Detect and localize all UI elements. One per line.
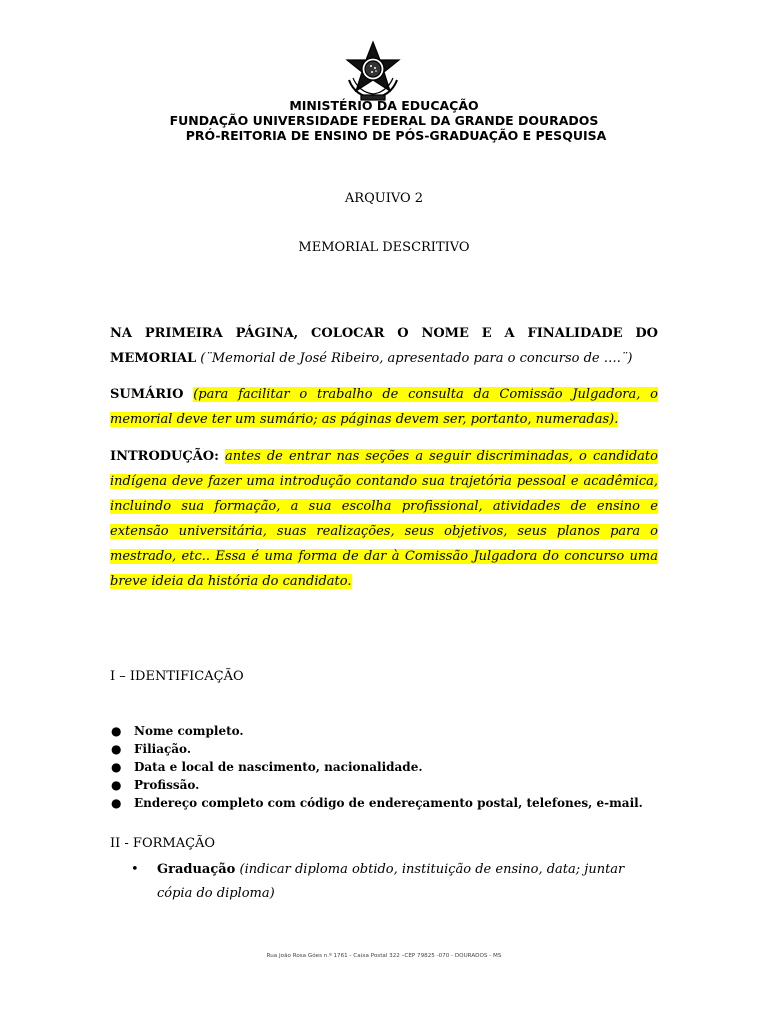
header-pro-rectory: PRÓ-REITORIA DE ENSINO DE PÓS-GRADUAÇÃO E PESQUISA [185,128,607,143]
summary-text: (para facilitar o trabalho de consulta da Comissão Julgadora, o memorial deve ter um sumário; as páginas devem ser, portanto, numeradas). [110,387,658,427]
brazil-coat-of-arms-icon [341,40,405,102]
graduation-item [133,858,659,906]
list-item [110,758,643,776]
bullet-icon: ● [111,760,122,774]
document-title: MEMORIAL DESCRITIVO [298,240,470,255]
section-formation-title: II - FORMAÇÃO [110,836,216,851]
graduation-label: Graduação [157,862,236,877]
section-identification-title: I – IDENTIFICAÇÃO [110,669,244,684]
summary-label: SUMÁRIO [110,387,184,402]
list-item-text: Nome completo. [134,724,244,738]
list-item [110,794,643,812]
header-ministry: MINISTÉRIO DA EDUCAÇÃO [289,98,479,113]
file-title: ARQUIVO 2 [344,191,424,206]
list-item [110,740,643,758]
first-page-label: NA PRIMEIRA PÁGINA, COLOCAR O NOME E A FINALIDADE DO MEMORIAL [110,326,658,366]
introduction-label: INTRODUÇÃO: [110,449,219,464]
bullet-icon: ● [111,796,122,810]
list-item [110,722,643,740]
graduation-text [133,858,659,906]
identification-list [110,722,643,812]
introduction-text: antes de entrar nas seções a seguir discriminadas, o candidato indígena deve fazer uma introdução contando sua trajetória pessoal e acadêmica, incluindo sua formação, a sua escolha profissional, atividades de ensino e extensão universitária, suas realizações, seus objetivos, seus planos para o mestrado, etc.. Essa é uma forma de dar à Comissão Julgadora do concurso uma breve ideia da história do candidato. [110,449,658,589]
header-university: FUNDAÇÃO UNIVERSIDADE FEDERAL DA GRANDE DOURADOS [169,113,599,128]
list-item [110,776,643,794]
summary-paragraph [110,382,658,432]
bullet-icon: ● [111,742,122,756]
footer-address: Rua João Rosa Góes n.º 1761 - Caixa Postal 322 –CEP 79825 -070 - DOURADOS - MS [266,953,502,959]
bullet-icon: ● [111,724,122,738]
list-item-text: Data e local de nascimento, nacionalidade. [134,760,423,774]
graduation-note: (indicar diploma obtido, instituição de ensino, data; juntar cópia do diploma) [157,862,625,901]
first-page-example: (¨Memorial de José Ribeiro, apresentado para o concurso de ….¨) [200,351,633,366]
list-item-text: Endereço completo com código de endereçamento postal, telefones, e-mail. [134,796,643,810]
introduction-paragraph [110,444,658,594]
first-page-instruction [110,321,658,371]
list-item-text: Filiação. [134,742,192,756]
list-item-text: Profissão. [134,778,200,792]
bullet-icon: ● [111,778,122,792]
bullet-icon: • [131,862,139,877]
